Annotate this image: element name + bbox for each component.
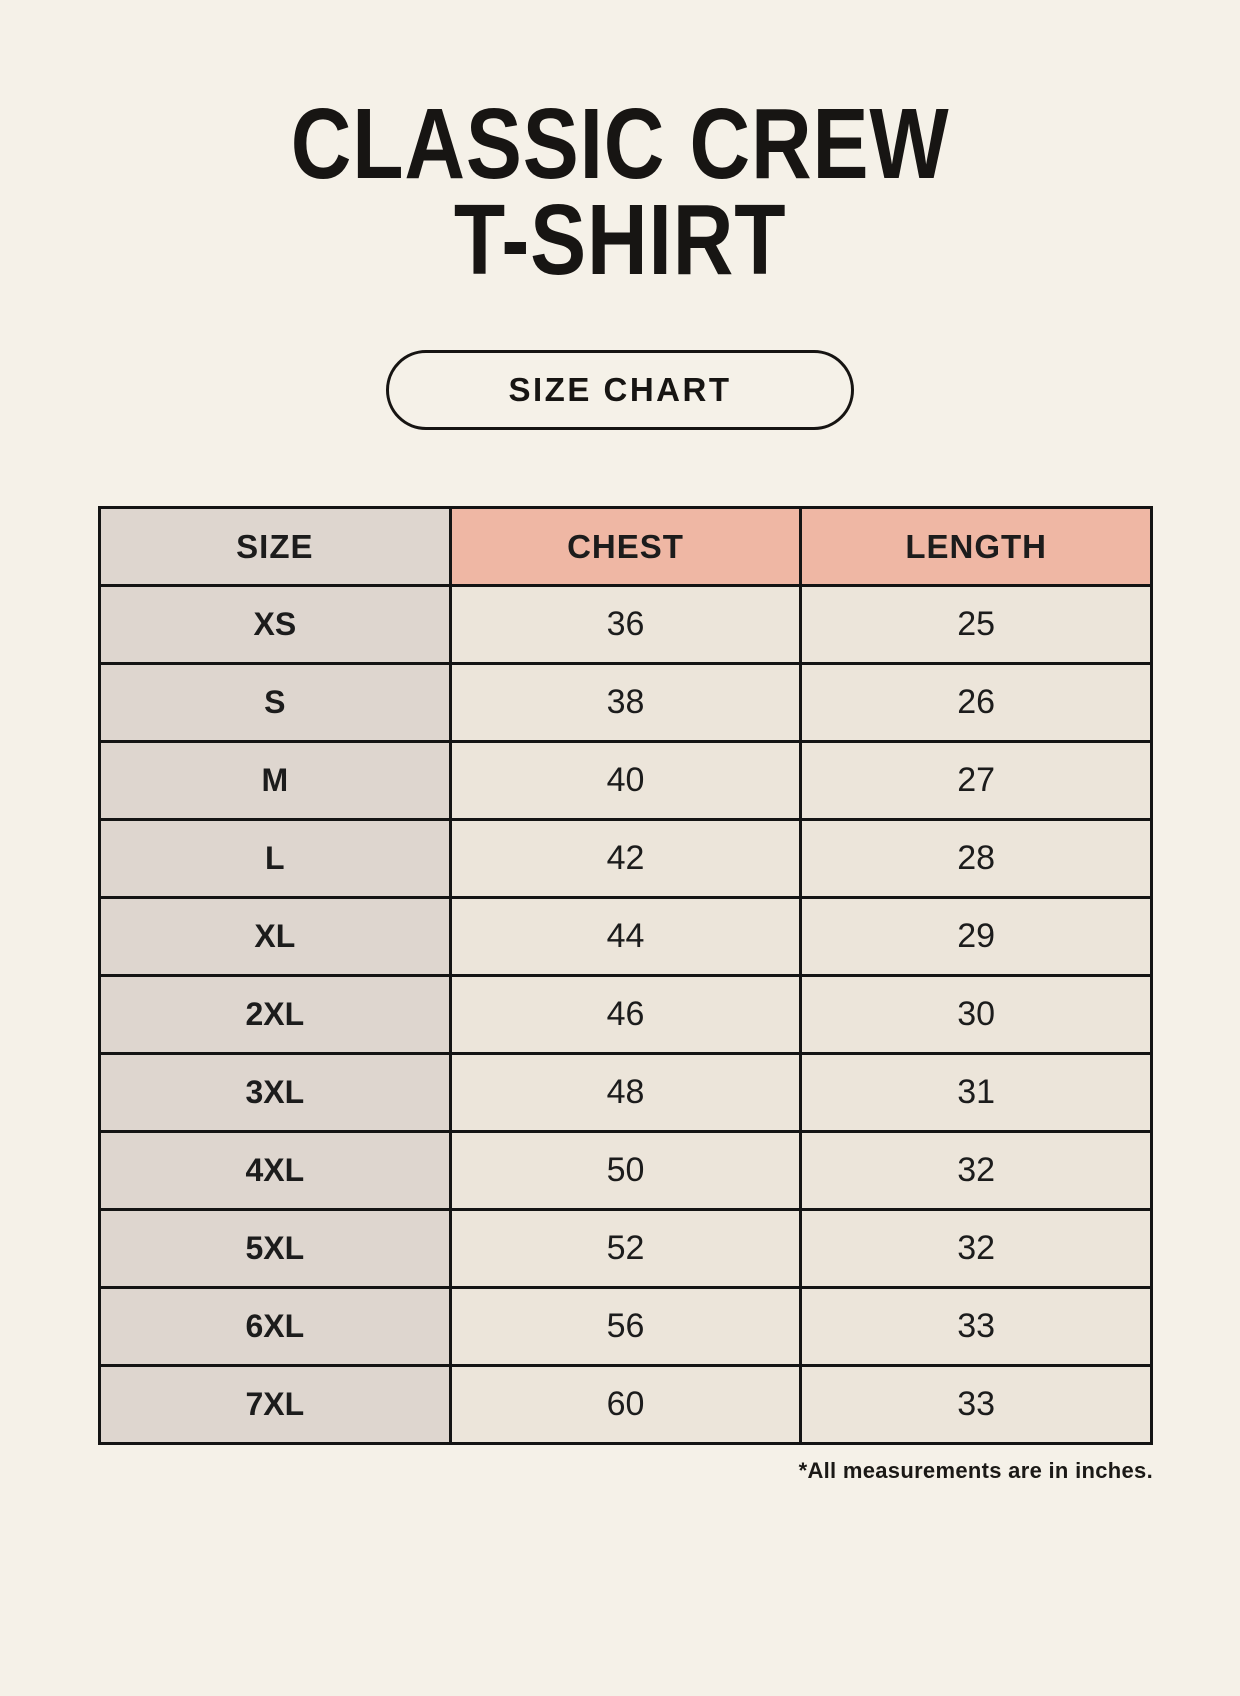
page-title <box>0 88 1240 296</box>
length-value: 28 <box>801 820 1152 898</box>
length-value: 30 <box>801 976 1152 1054</box>
chest-value: 38 <box>450 664 801 742</box>
table-row <box>100 586 1152 664</box>
chest-value: 50 <box>450 1132 801 1210</box>
table-row <box>100 976 1152 1054</box>
size-label: XL <box>100 898 451 976</box>
size-label: L <box>100 820 451 898</box>
table-row <box>100 898 1152 976</box>
chest-value: 36 <box>450 586 801 664</box>
chest-value: 42 <box>450 820 801 898</box>
size-chart-table <box>98 506 1153 1445</box>
length-value: 27 <box>801 742 1152 820</box>
chest-value: 48 <box>450 1054 801 1132</box>
chest-value: 56 <box>450 1288 801 1366</box>
table-row <box>100 1288 1152 1366</box>
size-label: 6XL <box>100 1288 451 1366</box>
table-row <box>100 664 1152 742</box>
length-value: 26 <box>801 664 1152 742</box>
length-value: 29 <box>801 898 1152 976</box>
table-row <box>100 820 1152 898</box>
table-header-row <box>100 508 1152 586</box>
length-value: 32 <box>801 1132 1152 1210</box>
size-label: 3XL <box>100 1054 451 1132</box>
table-row <box>100 1210 1152 1288</box>
length-value: 31 <box>801 1054 1152 1132</box>
table-row <box>100 1054 1152 1132</box>
table-row <box>100 742 1152 820</box>
column-header-chest: CHEST <box>450 508 801 586</box>
measurement-unit-note: *All measurements are in inches. <box>798 1458 1153 1483</box>
chest-value: 46 <box>450 976 801 1054</box>
length-value: 33 <box>801 1288 1152 1366</box>
page-background <box>0 88 1240 1696</box>
size-chart-button-container <box>0 350 1240 430</box>
title-line-2: T-SHIRT <box>453 184 787 296</box>
size-chart-button-label: SIZE CHART <box>508 371 732 408</box>
chest-value: 52 <box>450 1210 801 1288</box>
column-header-length: LENGTH <box>801 508 1152 586</box>
size-label: 7XL <box>100 1366 451 1444</box>
table-row <box>100 1132 1152 1210</box>
length-value: 25 <box>801 586 1152 664</box>
size-label: XS <box>100 586 451 664</box>
chest-value: 44 <box>450 898 801 976</box>
length-value: 32 <box>801 1210 1152 1288</box>
size-label: 2XL <box>100 976 451 1054</box>
chest-value: 60 <box>450 1366 801 1444</box>
title-line-1: CLASSIC CREW <box>290 88 950 200</box>
size-label: 5XL <box>100 1210 451 1288</box>
size-label: 4XL <box>100 1132 451 1210</box>
length-value: 33 <box>801 1366 1152 1444</box>
size-label: M <box>100 742 451 820</box>
table-row <box>100 1366 1152 1444</box>
size-label: S <box>100 664 451 742</box>
size-chart-button[interactable] <box>386 350 854 430</box>
page-title-text <box>290 88 950 296</box>
column-header-size: SIZE <box>100 508 451 586</box>
chest-value: 40 <box>450 742 801 820</box>
